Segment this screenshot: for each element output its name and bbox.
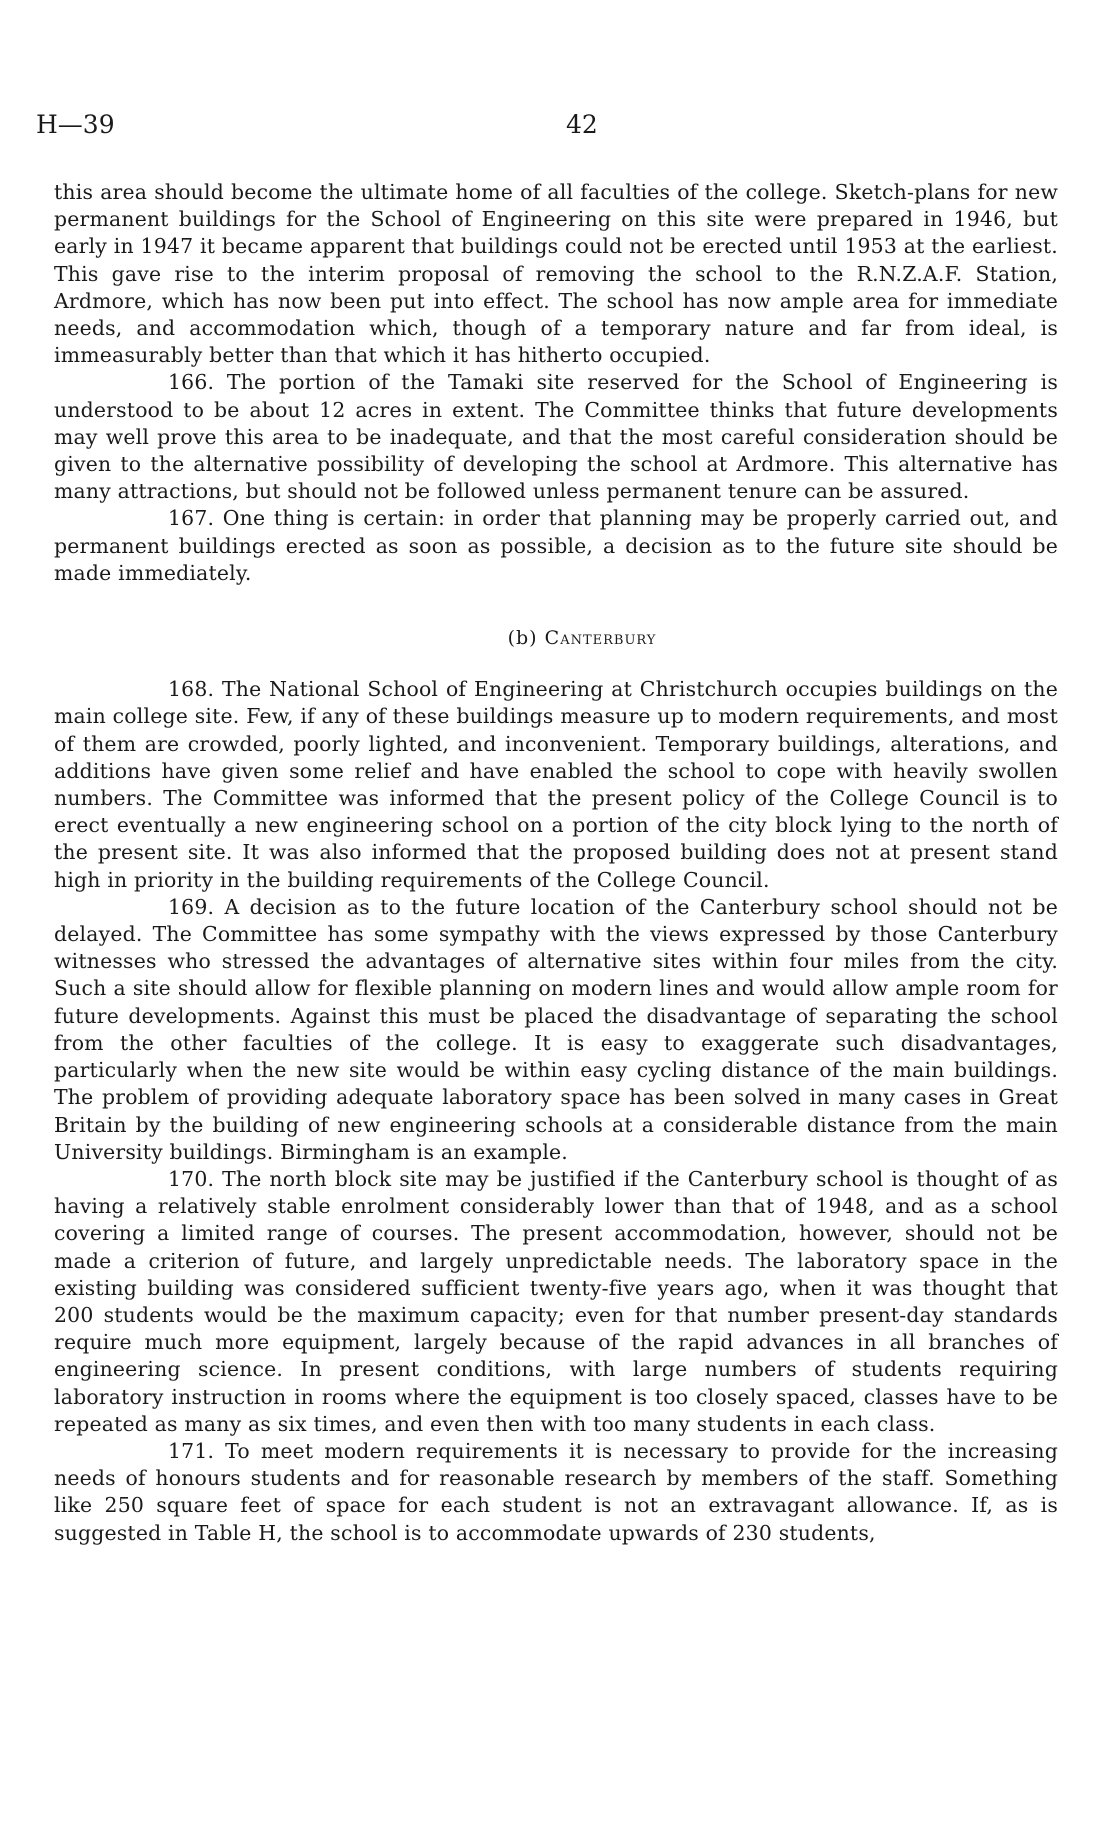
paragraph-continuation: this area should become the ultimate home of all faculties of the college. Sketch-plans for new permanent buildings for the School of Engineering on this site were prepared in 1946, but early in 1947 it became apparent that buildings could not be erected until 1953 at the earliest. This gave rise to the interim proposal of removing the school to the R.N.Z.A.F. Station, Ardmore, which has now been put into effect. The school has now ample area for immediate needs, and accommodation which, though of a temporary nature and far from ideal, is immeasurably better than that which it has hitherto occupied.	[54, 180, 1058, 368]
page-number: 42	[566, 110, 598, 139]
paragraph-171: 171. To meet modern requirements it is necessary to provide for the increasing needs of honours students and for reasonable research by members of the staff. Something like 250 square feet of space for each student is not an extravagant allowance. If, as is suggested in Table H, the school is to accommodate upwards of 230 students,	[54, 1438, 1058, 1545]
body-text	[54, 179, 1058, 1547]
paragraph-169: 169. A decision as to the future location of the Canterbury school should not be delayed. The Committee has some sympathy with the views expressed by those Canterbury witnesses who stressed the advantages of alternative sites within four miles from the city. Such a site should allow for flexible planning on modern lines and would allow ample room for future developments. Against this must be placed the disadvantage of separating the school from the other faculties of the college. It is easy to exaggerate such disadvantages, particularly when the new site would be within easy cycling distance of the main buildings. The problem of providing adequate laboratory space has been solved in many cases in Great Britain by the building of new engineering schools at a considerable distance from the main University buildings. Birmingham is an example.	[54, 894, 1058, 1164]
paragraph-168: 168. The National School of Engineering at Christchurch occupies buildings on the main college site. Few, if any of these buildings measure up to modern requirements, and most of them are crowded, poorly lighted, and inconvenient. Temporary buildings, alterations, and additions have given some relief and have enabled the school to cope with heavily swollen numbers. The Committee was informed that the present policy of the College Council is to erect eventually a new engineering school on a portion of the city block lying to the north of the present site. It was also informed that the proposed building does not at present stand high in priority in the building requirements of the College Council.	[54, 677, 1058, 892]
paragraph-170: 170. The north block site may be justified if the Canterbury school is thought of as having a relatively stable enrolment considerably lower than that of 1948, and as a school covering a limited range of courses. The present accommodation, however, should not be made a criterion of future, and largely unpredictable needs. The laboratory space in the existing building was considered sufficient twenty-five years ago, when it was thought that 200 students would be the maximum capacity; even for that number present-day standards require much more equipment, largely because of the rapid advances in all branches of engineering science. In present conditions, with large numbers of students requiring laboratory instruction in rooms where the equipment is too closely spaced, classes have to be repeated as many as six times, and even then with too many students in each class.	[54, 1166, 1058, 1436]
document-code: H—39	[36, 110, 115, 139]
section-marker: (b)	[507, 627, 538, 650]
paragraph-167: 167. One thing is certain: in order that planning may be properly carried out, and permanent buildings erected as soon as possible, a decision as to the future site should be made immediately.	[54, 506, 1058, 585]
page-header	[36, 110, 1056, 150]
section-heading	[54, 625, 1058, 652]
section-name: Canterbury	[544, 627, 657, 650]
paragraph-166: 166. The portion of the Tamaki site reserved for the School of Engineering is understood to be about 12 acres in extent. The Committee thinks that future developments may well prove this area to be inadequate, and that the most careful consideration should be given to the alternative possibility of developing the school at Ardmore. This alternative has many attractions, but should not be followed unless permanent tenure can be assured.	[54, 370, 1058, 504]
